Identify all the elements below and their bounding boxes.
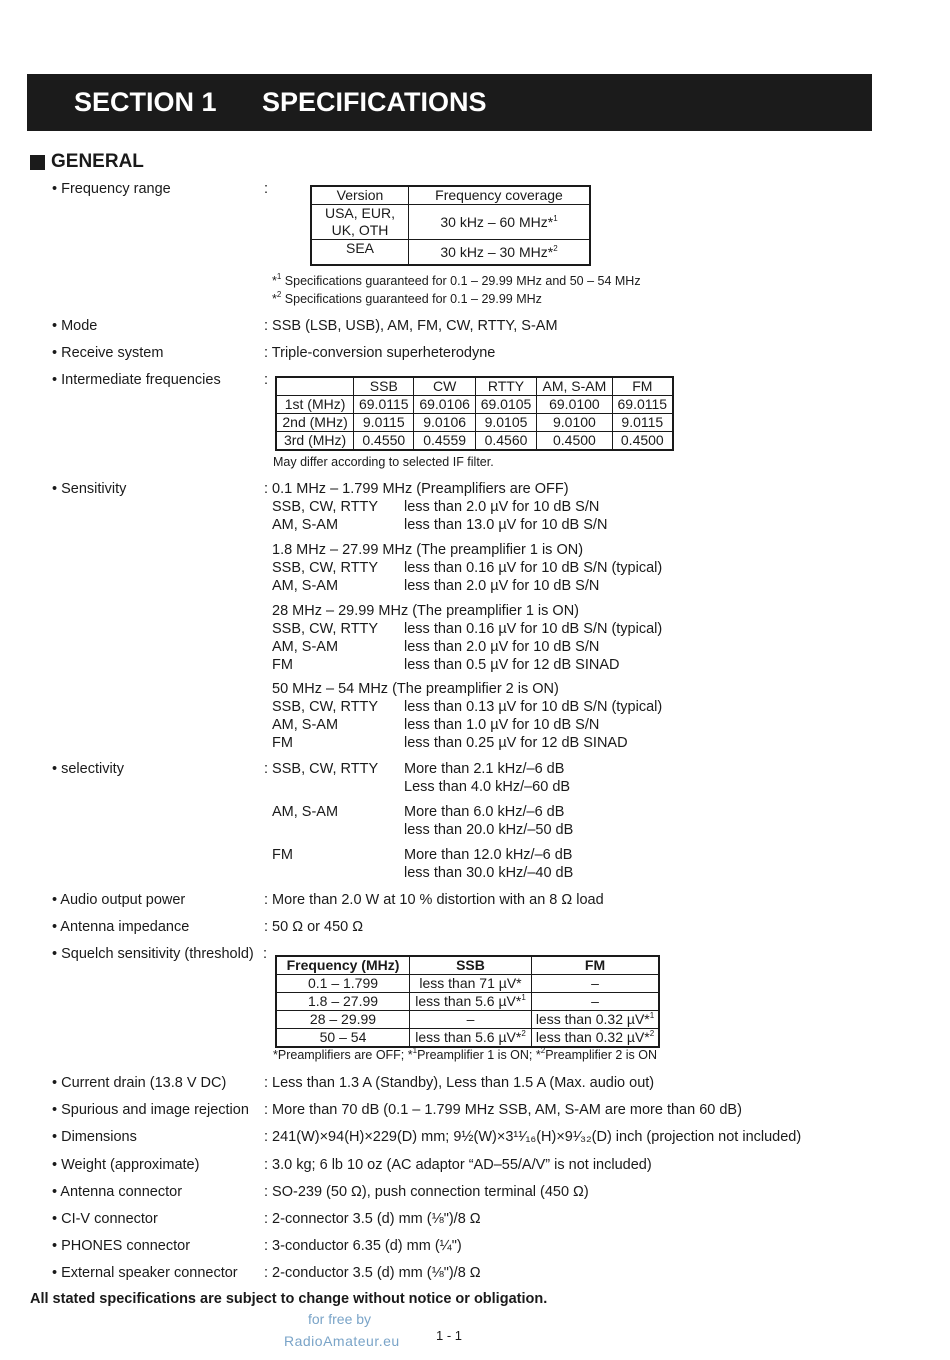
sel-value: More than 12.0 kHz/–6 dB: [404, 847, 573, 863]
sens-mode: AM, S-AM: [272, 717, 339, 733]
spurious-label: • Spurious and image rejection: [52, 1102, 249, 1118]
sens-mode: SSB, CW, RTTY: [272, 699, 379, 715]
version-cell: USA, EUR, UK, OTH: [311, 205, 409, 240]
watermark-line-2: RadioAmateur.eu: [284, 1333, 400, 1349]
mode-value: : SSB (LSB, USB), AM, FM, CW, RTTY, S-AM: [264, 318, 558, 334]
sel-mode: AM, S-AM: [272, 804, 339, 820]
phones-label: • PHONES connector: [52, 1238, 191, 1254]
table-row: 2nd (MHz) 9.0115 9.0106 9.0105 9.0100 9.0115: [276, 414, 673, 432]
current-label: • Current drain (13.8 V DC): [52, 1075, 227, 1091]
page-number: 1 - 1: [436, 1328, 463, 1343]
table-row: 28 – 29.99 – less than 0.32 µV*$^1$: [276, 1011, 659, 1029]
squelch-colon: :: [263, 946, 268, 962]
antenna-impedance-label: • Antenna impedance: [52, 919, 190, 935]
phones-value: : 3-conductor 6.35 (d) mm (¼"): [264, 1238, 462, 1254]
mode-label: • Mode: [52, 318, 98, 334]
sel-value: less than 30.0 kHz/–40 dB: [404, 865, 574, 881]
sel-mode: : SSB, CW, RTTY: [264, 761, 379, 777]
weight-label: • Weight (approximate): [52, 1157, 200, 1173]
table-header: SSB CW RTTY AM, S-AM FM: [276, 377, 673, 396]
coverage-cell: 30 kHz – 30 MHz*$^2$: [409, 240, 591, 266]
ext-speaker-value: : 2-conductor 3.5 (d) mm (⅛")/8 Ω: [264, 1265, 481, 1281]
sensitivity-label: • Sensitivity: [52, 481, 127, 497]
sel-value: More than 2.1 kHz/–6 dB: [404, 761, 565, 777]
civ-value: : 2-connector 3.5 (d) mm (⅛")/8 Ω: [264, 1211, 481, 1227]
coverage-cell: 30 kHz – 60 MHz*$^1$: [409, 205, 591, 240]
antenna-connector-value: : SO-239 (50 Ω), push connection terminal (450 Ω): [264, 1184, 589, 1200]
spurious-value: : More than 70 dB (0.1 – 1.799 MHz SSB, AM, S-AM are more than 60 dB): [264, 1102, 742, 1118]
table-row: 1st (MHz) 69.0115 69.0106 69.0105 69.0100 69.0115: [276, 396, 673, 414]
freq-range-label: • Frequency range: [52, 181, 171, 197]
sel-value: More than 6.0 kHz/–6 dB: [404, 804, 565, 820]
sens-mode: SSB, CW, RTTY: [272, 499, 379, 515]
footnote-2: *$^2$ Specifications guaranteed for 0.1 – 29.99 MHz: [272, 290, 542, 306]
sens-value: less than 0.25 µV for 12 dB SINAD: [404, 735, 628, 751]
footnote-1: *$^1$ Specifications guaranteed for 0.1 – 29.99 MHz and 50 – 54 MHz: [272, 272, 641, 288]
version-cell: SEA: [311, 240, 409, 266]
sens-head-1: : 0.1 MHz – 1.799 MHz (Preamplifiers are OFF): [264, 481, 569, 497]
ext-speaker-label: • External speaker connector: [52, 1265, 238, 1281]
table-row: 3rd (MHz) 0.4550 0.4559 0.4560 0.4500 0.4500: [276, 432, 673, 451]
receive-value: : Triple-conversion superheterodyne: [264, 345, 496, 361]
sens-value: less than 2.0 µV for 10 dB S/N: [404, 578, 600, 594]
sens-value: less than 2.0 µV for 10 dB S/N: [404, 639, 600, 655]
sens-value: less than 13.0 µV for 10 dB S/N: [404, 517, 608, 533]
sel-value: less than 20.0 kHz/–50 dB: [404, 822, 574, 838]
sens-mode: AM, S-AM: [272, 517, 339, 533]
dimensions-value: : 241(W)×94(H)×229(D) mm; 9½(W)×3¹¹⁄₁₆(H)×9¹⁄₃₂(D) inch (projection not included): [264, 1129, 802, 1145]
current-value: : Less than 1.3 A (Standby), Less than 1.5 A (Max. audio out): [264, 1075, 655, 1091]
sel-value: Less than 4.0 kHz/–60 dB: [404, 779, 571, 795]
civ-label: • CI-V connector: [52, 1211, 158, 1227]
dimensions-label: • Dimensions: [52, 1129, 137, 1145]
sens-value: less than 1.0 µV for 10 dB S/N: [404, 717, 600, 733]
audio-label: • Audio output power: [52, 892, 186, 908]
table-header: Frequency (MHz) SSB FM: [276, 956, 659, 975]
antenna-impedance-value: : 50 Ω or 450 Ω: [264, 919, 364, 935]
squelch-note: *Preamplifiers are OFF; *$^1$Preamplifier 1 is ON; *$^2$Preamplifier 2 is ON: [273, 1046, 658, 1062]
squelch-table: [275, 955, 660, 1048]
table-row: 50 – 54 less than 5.6 µV*$^2$ less than 0.32 µV*$^2$: [276, 1029, 659, 1048]
sens-mode: AM, S-AM: [272, 578, 339, 594]
sens-value: less than 0.13 µV for 10 dB S/N (typical): [404, 699, 663, 715]
weight-value: : 3.0 kg; 6 lb 10 oz (AC adaptor “AD–55/A/V” is not included): [264, 1157, 652, 1173]
sens-value: less than 0.16 µV for 10 dB S/N (typical): [404, 560, 663, 576]
squelch-label: • Squelch sensitivity (threshold): [52, 946, 254, 962]
sel-mode: FM: [272, 847, 293, 863]
if-note: May differ according to selected IF filter.: [273, 455, 494, 469]
freq-range-colon: :: [264, 181, 269, 197]
disclaimer: All stated specifications are subject to change without notice or obligation.: [30, 1291, 548, 1307]
sens-head-2: 1.8 MHz – 27.99 MHz (The preamplifier 1 is ON): [272, 542, 584, 558]
sens-head-3: 28 MHz – 29.99 MHz (The preamplifier 1 is ON): [272, 603, 580, 619]
table-row: 1.8 – 27.99 less than 5.6 µV*$^1$ –: [276, 993, 659, 1011]
selectivity-label: • selectivity: [52, 761, 124, 777]
section-number: SECTION 1: [74, 87, 217, 117]
if-table: [275, 376, 674, 451]
sens-mode: FM: [272, 657, 293, 673]
watermark-line-1: for free by: [308, 1311, 372, 1327]
square-bullet-icon: [30, 155, 45, 170]
if-label: • Intermediate frequencies: [52, 372, 221, 388]
sens-mode: SSB, CW, RTTY: [272, 560, 379, 576]
receive-label: • Receive system: [52, 345, 164, 361]
section-title: SPECIFICATIONS: [262, 87, 487, 117]
general-heading: GENERAL: [30, 151, 144, 173]
freq-coverage-table: Version Frequency coverage USA, EUR, UK, OTH 30 kHz – 60 MHz*$^1$ SEA 30 kHz – 30 MHz*$^2$: [310, 185, 591, 266]
sens-mode: FM: [272, 735, 293, 751]
sens-head-4: 50 MHz – 54 MHz (The preamplifier 2 is ON): [272, 681, 559, 697]
section-banner: [27, 74, 872, 131]
sens-value: less than 0.16 µV for 10 dB S/N (typical): [404, 621, 663, 637]
antenna-connector-label: • Antenna connector: [52, 1184, 183, 1200]
sens-mode: SSB, CW, RTTY: [272, 621, 379, 637]
table-row: 0.1 – 1.799 less than 71 µV* –: [276, 975, 659, 993]
if-colon: :: [264, 372, 269, 388]
audio-value: : More than 2.0 W at 10 % distortion with an 8 Ω load: [264, 892, 604, 908]
sens-mode: AM, S-AM: [272, 639, 339, 655]
sens-value: less than 0.5 µV for 12 dB SINAD: [404, 657, 620, 673]
sens-value: less than 2.0 µV for 10 dB S/N: [404, 499, 600, 515]
